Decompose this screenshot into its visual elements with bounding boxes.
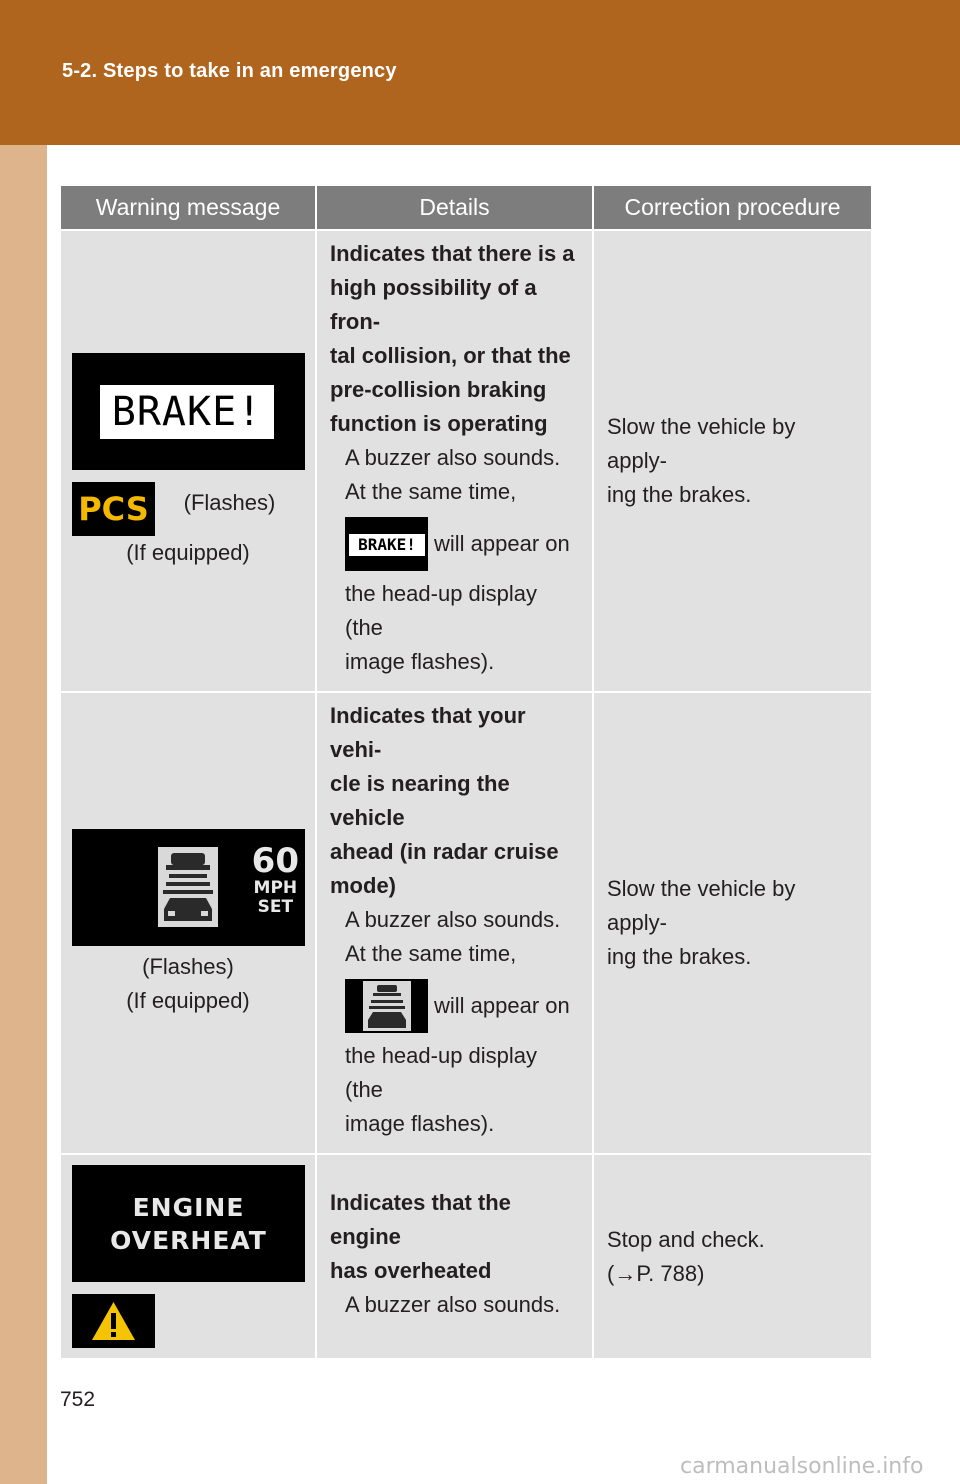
details-line: A buzzer also sounds. xyxy=(345,907,561,932)
details-bold-line: high possibility of a fron- xyxy=(330,275,537,334)
details-line: will appear on xyxy=(434,531,570,556)
column-header-warning-message: Warning message xyxy=(61,186,316,230)
details-bold-line: Indicates that there is a xyxy=(330,241,575,266)
table-header-row xyxy=(61,186,871,230)
details-line: the head-up display (the xyxy=(345,581,538,640)
details-cell xyxy=(316,692,593,1154)
column-header-details: Details xyxy=(316,186,593,230)
pcs-warning-icon: PCS xyxy=(72,482,155,536)
warning-message-cell xyxy=(61,1154,316,1358)
details-bold-line: Indicates that the engine xyxy=(330,1189,511,1249)
procedure-cell xyxy=(593,1154,871,1358)
details-bold-line: has overheated xyxy=(330,1257,492,1283)
procedure-cell xyxy=(593,692,871,1154)
engine-overheat-display xyxy=(72,1165,305,1282)
details-line: will appear on xyxy=(434,993,570,1018)
watermark: carmanualsonline.info xyxy=(680,1454,924,1479)
set-speed-mode: SET xyxy=(257,896,294,917)
procedure-line: Slow the vehicle by apply- xyxy=(607,876,796,935)
table-row xyxy=(61,1154,871,1358)
procedure-line: Stop and check. xyxy=(607,1226,765,1252)
procedure-cell xyxy=(593,230,871,692)
engine-overheat-line: ENGINE xyxy=(132,1193,245,1222)
table-row xyxy=(61,230,871,692)
brake-display-text: BRAKE! xyxy=(100,385,274,439)
procedure-line: ing the brakes. xyxy=(607,482,752,507)
table-row xyxy=(61,692,871,1154)
brake-hud-text: BRAKE! xyxy=(349,534,425,556)
details-line: A buzzer also sounds. xyxy=(345,445,561,470)
equip-label: (If equipped) xyxy=(126,987,250,1013)
warning-table xyxy=(61,186,871,1358)
details-cell xyxy=(316,1154,593,1358)
details-line: At the same time, xyxy=(345,941,517,966)
engine-overheat-line: OVERHEAT xyxy=(110,1226,267,1255)
warning-message-cell xyxy=(61,230,316,692)
flash-label: (Flashes) xyxy=(142,953,234,979)
equip-label: (If equipped) xyxy=(126,539,250,565)
details-bold-line: pre-collision braking xyxy=(330,377,547,402)
details-line: the head-up display (the xyxy=(345,1043,538,1102)
details-bold-line: mode) xyxy=(330,873,396,898)
set-speed-readout xyxy=(251,840,299,917)
side-strip xyxy=(0,145,47,1484)
flash-label: (Flashes) xyxy=(183,489,276,515)
brake-warning-display xyxy=(72,353,305,470)
details-line: image flashes). xyxy=(345,649,495,674)
details-line: image flashes). xyxy=(345,1111,495,1136)
procedure-line: (→P. 788) xyxy=(607,1260,705,1286)
set-speed-unit: MPH xyxy=(253,877,298,898)
details-bold-line: Indicates that your vehi- xyxy=(330,703,526,762)
procedure-line: ing the brakes. xyxy=(607,944,752,969)
radar-cruise-display xyxy=(72,829,305,946)
details-bold-line: ahead (in radar cruise xyxy=(330,839,559,864)
vehicle-ahead-hud-icon xyxy=(345,979,428,1033)
details-bold-line: tal collision, or that the xyxy=(330,343,571,368)
column-header-correction-procedure: Correction procedure xyxy=(593,186,871,230)
warning-message-cell xyxy=(61,692,316,1154)
set-speed-value: 60 xyxy=(251,840,299,881)
section-title: 5-2. Steps to take in an emergency xyxy=(62,60,397,82)
details-line: At the same time, xyxy=(345,479,517,504)
caution-triangle-icon xyxy=(72,1294,155,1348)
details-bold-line: function is operating xyxy=(330,411,548,436)
vehicle-ahead-icon xyxy=(345,979,428,1033)
page-number: 752 xyxy=(60,1388,96,1411)
details-cell xyxy=(316,230,593,692)
brake-hud-icon xyxy=(345,517,428,571)
details-bold-line: cle is nearing the vehicle xyxy=(330,771,510,830)
details-line: A buzzer also sounds. xyxy=(345,1291,561,1317)
procedure-line: Slow the vehicle by apply- xyxy=(607,414,796,473)
